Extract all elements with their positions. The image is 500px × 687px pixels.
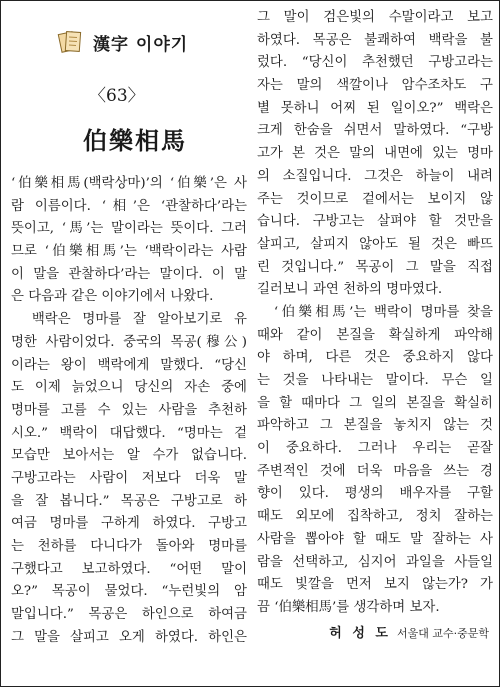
text-line: 여금 명마를 구하게 하였다. 구방고	[11, 516, 247, 532]
text-line: 의 소질입니다. 그것은 하늘이 내려	[257, 168, 493, 184]
text-line: 뜻이고, ‘馬’는 말이라는 뜻이다. 그러	[11, 221, 247, 237]
text-line: 명마를 고를 수 있는 사람을 추천하	[11, 402, 247, 418]
text-line: 람 이름이다. ‘相’은 ‘관찰하다’라는	[11, 198, 247, 214]
text-line: 모습만 보아서는 알 수가 없습니다.	[11, 448, 247, 464]
text-line: 때와 같이 본질을 확실하게 파악해	[257, 327, 493, 343]
issue-number: 〈63〉	[89, 86, 145, 106]
series-title: 漢字 이야기	[93, 34, 189, 55]
text-line: 야 하며, 다른 것은 중요하지 않다	[257, 350, 493, 366]
text-line: 습니다. 구방고는 살펴야 할 것만을	[257, 214, 493, 230]
text-line: 그 말을 살피고 오게 하였다. 하인은	[11, 629, 247, 645]
text-line: 끔 ‘伯樂相馬’를 생각하며 보자.	[257, 599, 440, 615]
text-line: 는 것을 나타내는 말이다. 무슨 일	[257, 373, 493, 388]
text-line: 린 것입니다.” 목공이 그 말을 직접	[257, 259, 493, 275]
text-line: 므로 ‘伯樂相馬’는 ‘백락이라는 사람	[11, 244, 247, 260]
text-line: 자는 말의 색깔이나 암수조차도 구	[257, 78, 493, 94]
text-line: 파악하고 그 본질을 놓치지 않는 것	[257, 418, 493, 434]
author-name: 허 성 도	[329, 625, 391, 641]
article-title: 伯樂相馬	[83, 126, 187, 155]
text-line: 때도 빛깔을 먼저 보지 않는가? 가	[257, 577, 493, 593]
text-line: 을 잘 봅니다.” 목공은 구방고로 하	[11, 493, 247, 509]
text-line: 이 말을 관찰하다’라는 말이다. 이 말	[11, 266, 247, 282]
right-column	[257, 7, 493, 644]
text-line: 시오.” 백락이 대답했다. “명마는 겉	[11, 425, 247, 441]
book-icon	[57, 29, 87, 55]
text-line: 하였다. 목공은 불쾌하여 백락을 불	[257, 32, 493, 48]
series-heading	[57, 29, 188, 55]
text-line: 주는 것이므로 겉에서는 보이지 않	[257, 191, 493, 207]
text-line: 구방고라는 사람이 저보다 더욱 말	[11, 470, 247, 486]
text-line: 때도 외모에 집착하고, 정치 잘하는	[257, 509, 493, 525]
text-line: 백락은 명마를 잘 알아보기로 유	[11, 312, 247, 328]
text-line: 람을 선택하고, 심지어 과일을 사들일	[257, 554, 493, 570]
left-column	[11, 9, 247, 649]
text-line: 구했다고 보고하였다. “어떤 말이	[11, 561, 247, 577]
text-line: 크게 한숨을 쉬면서 말하였다. “구방	[257, 123, 493, 139]
left-body-text	[11, 173, 247, 649]
article-header	[11, 9, 247, 155]
text-line: 렀다. “당신이 추천했던 구방고라는	[257, 55, 493, 71]
text-line: ‘伯樂相馬’는 백락이 명마를 찾을	[257, 304, 493, 320]
text-line: 말입니다.” 목공은 하인으로 하여금	[11, 607, 247, 623]
text-line: 그 말이 검은빛의 수말이라고 보고	[257, 10, 493, 25]
text-line: 살피고, 살피지 않아도 될 것은 빠뜨	[257, 236, 493, 252]
text-line: 는 천하를 다니다가 돌아와 명마를	[11, 539, 247, 554]
text-line: 별 못하니 어찌 된 일이오?” 백락은	[257, 100, 493, 116]
text-line: 명한 사람이었다. 중국의 목공(穆公)	[11, 334, 247, 350]
text-line: 오?” 목공이 물었다. “누런빛의 암	[11, 584, 247, 600]
text-line: 을 할 때마다 그 일의 본질을 확실히	[257, 395, 493, 411]
text-line: 도 이제 늙었으니 당신의 자손 중에	[11, 380, 247, 396]
author-byline	[257, 622, 493, 645]
text-line: 사람을 뽑아야 할 때도 말 잘하는 사	[257, 531, 493, 547]
author-affiliation: 서울대 교수·중문학	[396, 626, 489, 640]
text-line: 은 다음과 같은 이야기에서 나왔다.	[11, 289, 214, 305]
text-line: ‘伯樂相馬(백락상마)’의 ‘伯樂’은 사	[11, 176, 247, 191]
text-line: 이라는 왕이 백락에게 말했다. “당신	[11, 357, 247, 373]
text-line: 고가 본 것은 말의 내면에 있는 명마	[257, 146, 493, 162]
text-line: 주변적인 것에 더욱 마음을 쓰는 경	[257, 463, 493, 479]
right-body-text	[257, 7, 493, 620]
text-line: 이 중요하다. 그러나 우리는 곧잘	[257, 441, 493, 457]
text-line: 향이 있다. 평생의 배우자를 구할	[257, 486, 493, 502]
text-line: 길러보니 과연 천하의 명마였다.	[257, 282, 443, 298]
